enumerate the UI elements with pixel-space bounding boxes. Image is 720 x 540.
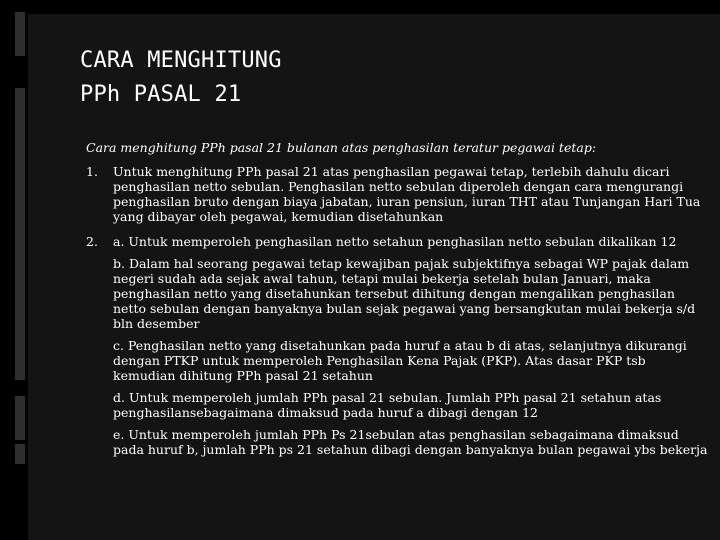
list-item — [86, 164, 708, 224]
sub-item-c: c. Penghasilan netto yang disetahunkan pada huruf a atau b di atas, selanjutnya dikurangi dengan PTKP untuk memperoleh Penghasilan Kena Pajak (PKP). Atas dasar PKP tsb kemudian dihitung PPh pasal 21 setahun — [113, 338, 687, 383]
decorative-bar — [15, 88, 25, 380]
decorative-bar — [15, 444, 25, 464]
sub-item-b: b. Dalam hal seorang pegawai tetap kewajiban pajak subjektifnya sebagai WP pajak dalam negeri sudah ada sejak awal tahun, tetapi mulai bekerja setelah bulan Januari, maka penghasilan netto yang disetahunkan tersebut dihitung dengan mengalikan penghasilan netto sebulan dengan banyaknya bulan sejak pegawai yang bersangkutan mulai bekerja s/d bln desember — [113, 256, 696, 331]
list-item-text: a. Untuk memperoleh penghasilan netto setahun penghasilan netto sebulan dikalikan 12 — [113, 234, 677, 249]
slide-title-line-1: CARA MENGHITUNG — [80, 48, 282, 73]
decorative-bar — [15, 12, 25, 56]
list-item-number: 1. — [86, 164, 98, 179]
intro-text: Cara menghitung PPh pasal 21 bulanan atas penghasilan teratur pegawai tetap: — [86, 140, 597, 155]
list-item-number: 2. — [86, 234, 98, 249]
list-item-text: Untuk menghitung PPh pasal 21 atas penghasilan pegawai tetap, terlebih dahulu dicari penghasilan netto sebulan. Penghasilan netto sebulan diperoleh dengan cara mengurangi penghasilan bruto dengan biaya jabatan, iuran pensiun, iuran THT atau Tunjangan Hari Tua yang dibayar oleh pegawai, kemudian disetahunkan — [113, 164, 701, 224]
slide-content — [86, 140, 708, 464]
decorative-bar — [14, 56, 26, 82]
slide-title — [80, 44, 640, 112]
list-item — [86, 234, 708, 249]
slide-title-line-2: PPh PASAL 21 — [80, 82, 242, 107]
sub-item-d: d. Untuk memperoleh jumlah PPh pasal 21 sebulan. Jumlah PPh pasal 21 setahun atas penghasilansebagaimana dimaksud pada huruf a dibagi dengan 12 — [113, 390, 662, 420]
sub-item-e: e. Untuk memperoleh jumlah PPh Ps 21sebulan atas penghasilan sebagaimana dimaksud pada huruf b, jumlah PPh ps 21 setahun dibagi dengan banyaknya bulan pegawai ybs bekerja — [113, 427, 708, 457]
decorative-bar — [15, 396, 25, 440]
